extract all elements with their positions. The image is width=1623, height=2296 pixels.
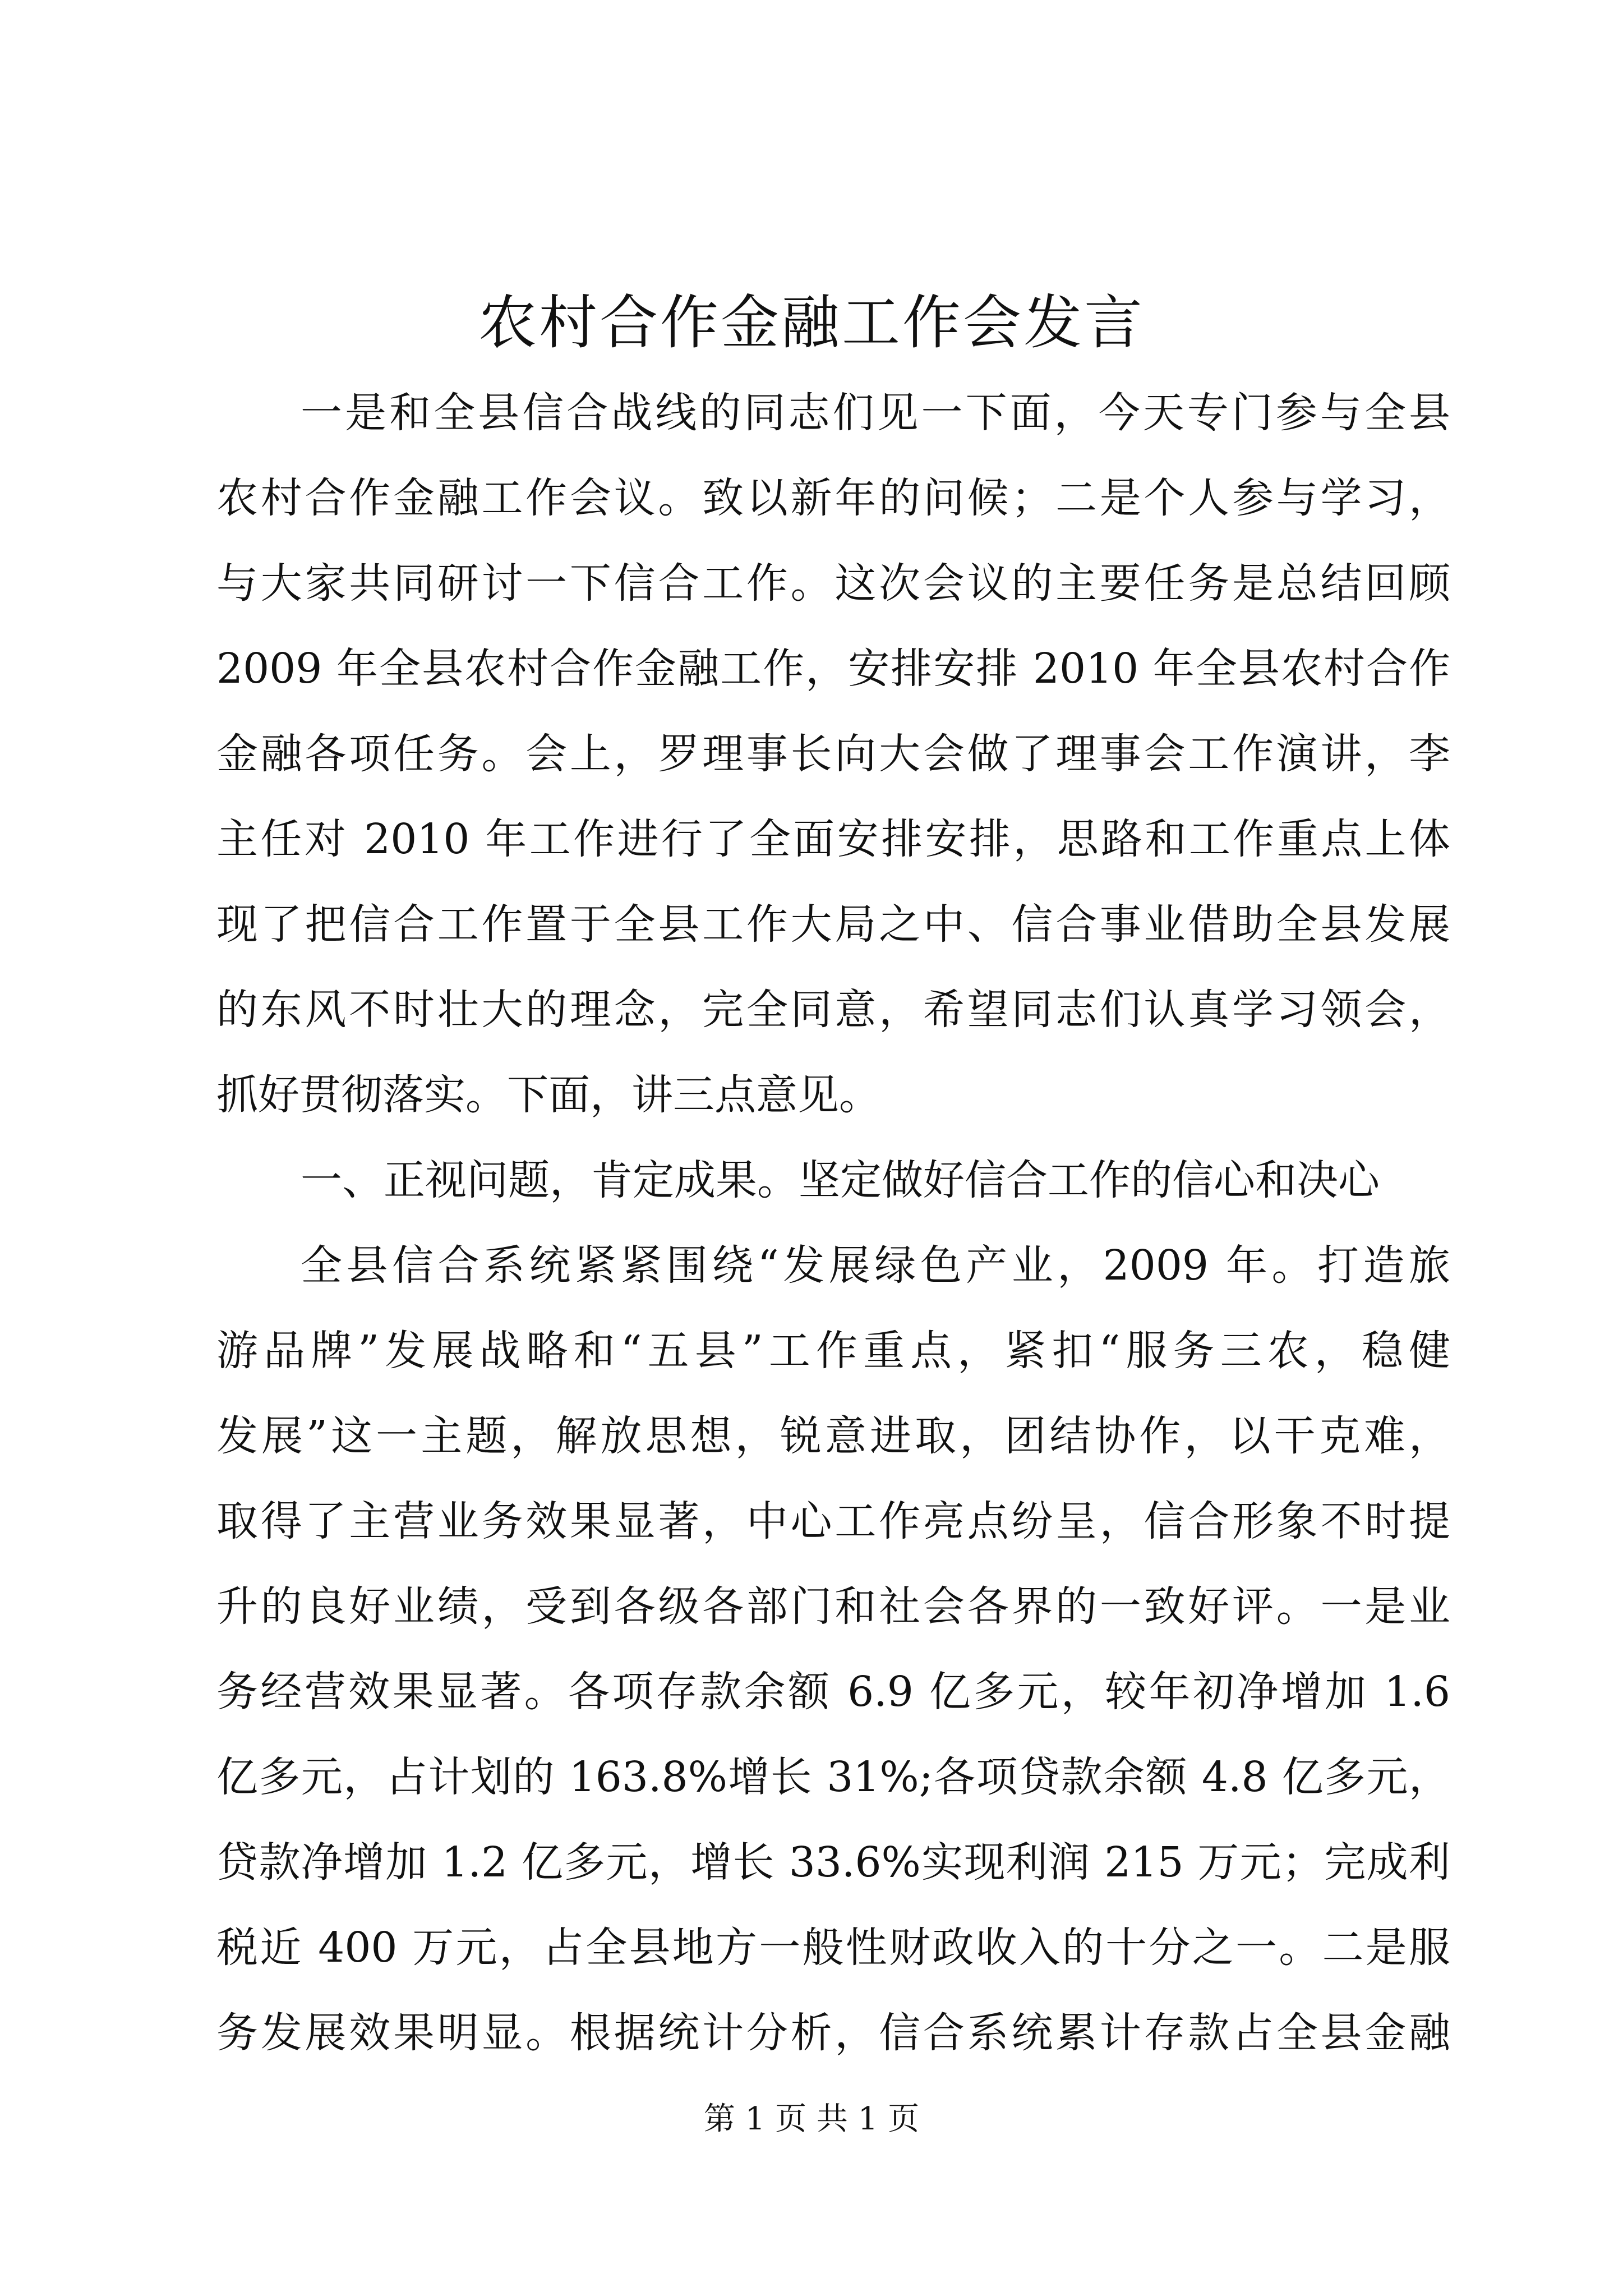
body-line: 务发展效果明显。根据统计分析，信合系统累计存款占全县金融: [216, 2009, 1450, 2057]
body-line: 金融各项任务。会上，罗理事长向大会做了理事会工作演讲，李: [216, 730, 1450, 778]
body-line: 亿多元，占计划的 163.8%增长 31%;各项贷款余额 4.8 亿多元，: [216, 1753, 1450, 1801]
body-line: 现了把信合工作置于全县工作大局之中、信合事业借助全县发展: [216, 900, 1450, 949]
body-line: 抓好贯彻落实。下面，讲三点意见。: [216, 1071, 880, 1119]
body-line: 农村合作金融工作会议。致以新年的问候；二是个人参与学习，: [216, 474, 1450, 522]
body-line: 的东风不时壮大的理念，完全同意，希望同志们认真学习领会，: [216, 986, 1450, 1034]
body-line: 主任对 2010 年工作进行了全面安排安排，思路和工作重点上体: [216, 815, 1450, 863]
body-line: 发展”这一主题，解放思想，锐意进取，团结协作，以干克难，: [216, 1412, 1450, 1460]
body-line: 贷款净增加 1.2 亿多元，增长 33.6%实现利润 215 万元；完成利: [216, 1838, 1450, 1887]
section-heading: 一、正视问题，肯定成果。坚定做好信合工作的信心和决心: [301, 1156, 1380, 1204]
body-line: 全县信合系统紧紧围绕“发展绿色产业，2009 年。打造旅: [301, 1241, 1450, 1290]
body-line: 取得了主营业务效果显著，中心工作亮点纷呈，信合形象不时提: [216, 1497, 1450, 1545]
body-line: 升的良好业绩，受到各级各部门和社会各界的一致好评。一是业: [216, 1582, 1450, 1631]
body-line: 与大家共同研讨一下信合工作。这次会议的主要任务是总结回顾: [216, 559, 1450, 608]
page-footer: 第 1 页 共 1 页: [703, 2101, 920, 2137]
document-body: [216, 370, 1450, 2076]
body-line: 一是和全县信合战线的同志们见一下面，今天专门参与全县: [301, 389, 1450, 437]
body-line: 务经营效果显著。各项存款余额 6.9 亿多元，较年初净增加 1.6: [216, 1668, 1450, 1716]
body-line: 游品牌”发展战略和“五县”工作重点，紧扣“服务三农，稳健: [216, 1327, 1450, 1375]
body-line: 2009 年全县农村合作金融工作，安排安排 2010 年全县农村合作: [216, 645, 1450, 693]
body-line: 税近 400 万元，占全县地方一般性财政收入的十分之一。二是服: [216, 1924, 1450, 1972]
document-title: 农村合作金融工作会发言: [478, 288, 1145, 357]
